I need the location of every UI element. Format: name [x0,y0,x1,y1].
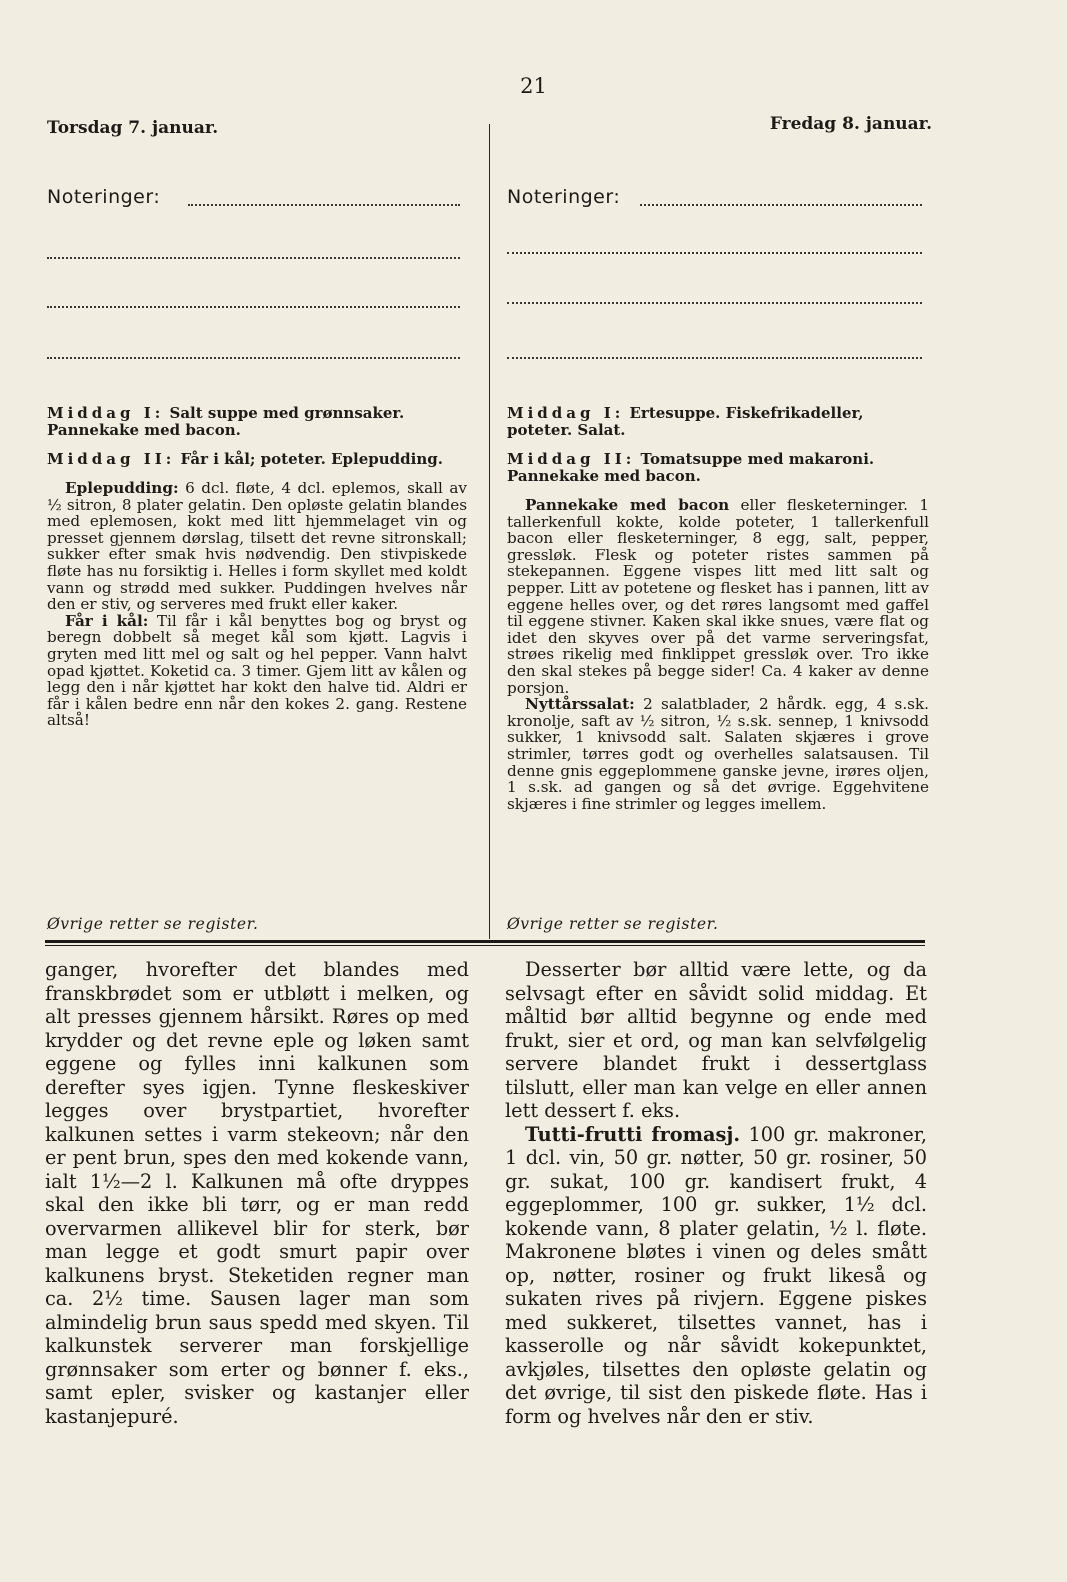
left-notes-line-3[interactable] [47,306,460,308]
left-notes-label: Noteringer: [47,186,161,208]
bottom-left-text [45,958,469,1428]
left-notes-line-2[interactable] [47,257,460,259]
right-footer-note: Øvrige retter se register. [507,915,719,933]
right-dinner-2 [507,451,929,485]
left-dinner-2-label: Middag II: [47,450,176,468]
right-notes-line-4[interactable] [507,357,922,359]
right-dinner-2-label: Middag II: [507,450,636,468]
right-recipes [507,497,929,812]
left-day-title: Torsdag 7. januar. [47,118,219,138]
right-dinner-1 [507,405,929,439]
bottom-right-recipe-text: 100 gr. makroner, 1 dcl. vin, 50 gr. nøtter, 50 gr. rosiner, 50 gr. sukat, 100 gr. kandisert frukt, 4 eggeplommer, 100 gr. sukker, 1½ dcl. kokende vann, 8 plater gelatin, ½ l. fløte. Makronene bløtes i vinen og deles smått op, nøtter, rosiner og frukt likeså og sukaten rives på rivjern. Eggene piskes med sukkeret, tilsettes vannet, has i kasserolle og når såvidt kokepunktet, avkjøles, tilsettes den opløste gelatin og det øvrige, til sist den piskede fløte. Has i form og hvelves når den er stiv. [505,1122,927,1428]
right-dinner-2-text: Tomatsuppe med makaroni. Pannekake med bacon. [507,450,875,485]
thick-rule [45,940,925,943]
bottom-right-intro: Desserter bør alltid være lette, og da selvsagt efter en såvidt solid middag. Et måltid bør alltid begynne og ende med frukt, sier et ord, og man kan selvfølgelig servere blandet frukt i dessertglass tilslutt, eller man kan velge en eller annen lett dessert f. eks. [505,958,927,1122]
right-notes-line-3[interactable] [507,302,922,304]
left-recipe-2-text: Til får i kål benyttes bog og bryst og beregn dobbelt så meget kål som kjøtt. Lagvis i gryten med litt mel og salt og hel pepper. Vann halvt opad kjøttet. Koketid ca. 3 timer. Gjem litt av kålen og legg den i når kjøttet har kokt den halve tid. Aldri er får i kålen bedre enn når den kokes 2. gang. Restene altså! [47,611,467,730]
bottom-right-text [505,958,927,1428]
right-recipe-2-head: Nyttårssalat: [525,695,635,714]
left-dinner-1 [47,405,467,439]
left-dinner-1-text: Salt suppe med grønnsaker. Pannekake med bacon. [47,404,405,439]
right-dinner-1-text: Ertesuppe. Fiskefrikadeller, poteter. Salat. [507,404,864,439]
right-recipe-2 [507,696,929,812]
column-divider [489,124,490,939]
right-day-title: Fredag 8. januar. [769,114,932,134]
right-notes-line-2[interactable] [507,252,922,254]
left-recipe-2 [47,613,467,729]
thin-rule [45,945,925,946]
right-dinner-1-label: Middag I: [507,404,625,422]
right-recipe-1-text: eller flesketerninger. 1 tallerkenfull kokte, kolde poteter, 1 tallerkenfull bacon eller flesketerninger, 8 egg, salt, pepper, gressløk. Flesk og poteter ristes sammen på stekepannen. Eggene vispes litt med litt salt og pepper. Litt av potetene og flesket has i pannen, litt av eggene helles over, og det røres langsomt med gaffel til eggene stivner. Kaken skal ikke snues, være flat og idet den skyves over på det varme serveringsfat, strøes rikelig med finklippet gressløk over. Tro ikke den skal stekes på begge sider! Ca. 4 kaker av denne porsjon. [507,496,929,697]
right-recipe-2-text: 2 salatblader, 2 hårdk. egg, 4 s.sk. kronolje, saft av ½ sitron, ½ s.sk. sennep, 1 knivsodd sukker, 1 knivsodd salt. Salaten skjæres i grove strimler, tørres godt og overhelles salatsausen. Til denne gnis eggeplommene ganske jevne, irøres oljen, 1 s.sk. ad gangen og så det øvrige. Eggehvitene skjæres i fine strimler og legges imellem. [507,695,929,813]
right-notes-label: Noteringer: [507,186,621,208]
right-recipe-1 [507,497,929,696]
left-dinner-1-label: Middag I: [47,404,165,422]
left-dinner-2-text: Får i kål; poteter. Eplepudding. [180,450,443,468]
right-recipe-1-head: Pannekake med bacon [525,496,730,514]
left-recipe-1 [47,480,467,613]
right-notes-line-1[interactable] [640,204,922,206]
left-notes-line-1[interactable] [188,204,460,206]
left-notes-line-4[interactable] [47,357,460,359]
left-footer-note: Øvrige retter se register. [47,915,259,933]
bottom-right-recipe-head: Tutti-frutti fromasj. [525,1122,741,1146]
bottom-right-recipe [505,1123,927,1429]
left-recipe-1-head: Eplepudding: [65,479,179,497]
left-recipe-1-text: 6 dcl. fløte, 4 dcl. eplemos, skall av ½ sitron, 8 plater gelatin. Den opløste gelatin blandes med eplemosen, kokt med litt hjemmelaget vin og presset gjennem dørslag, tilsett det revne sitronskall; sukker efter smak hvis nødvendig. Den stivpiskede fløte has nu forsiktig i. Helles i form skyllet med koldt vann og strødd med sukker. Puddingen hvelves når den er stiv, og serveres med frukt eller kaker. [47,479,468,614]
left-recipes [47,480,467,729]
right-column-content [507,405,929,812]
left-column-content [47,405,467,729]
left-dinner-2 [47,451,467,468]
page-number: 21 [520,74,547,98]
left-recipe-2-head: Får i kål: [65,611,149,630]
bottom-left-paragraph: ganger, hvorefter det blandes med franskbrødet som er utbløtt i melken, og alt presses gjennem hårsikt. Røres op med krydder og det revne eple og løken samt eggene og fylles inni kalkunen som derefter syes igjen. Tynne fleskeskiver legges over brystpartiet, hvorefter kalkunen settes i varm stekeovn; når den er pent brun, spes den med kokende vann, ialt 1½—2 l. Kalkunen må ofte dryppes skal den ikke bli tørr, og er man redd overvarmen allikevel blir for sterk, bør man legge et godt smurt papir over kalkunens bryst. Steketiden regner man ca. 2½ time. Sausen lager man som almindelig brun saus spedd med skyen. Til kalkunstek serverer man forskjellige grønnsaker som erter og bønner f. eks., samt epler, svisker og kastanjer eller kastanjepuré. [45,958,469,1428]
